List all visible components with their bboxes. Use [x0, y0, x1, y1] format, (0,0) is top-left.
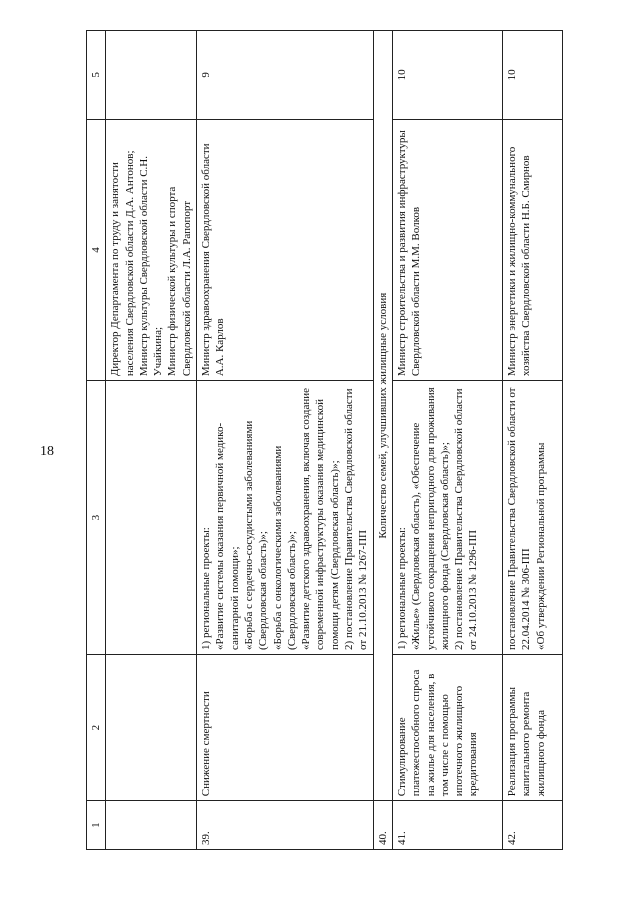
row-num: 39. [197, 801, 374, 850]
row-responsible: Министр здравоохранения Свердловской области А.А. Карлов [197, 119, 374, 380]
header-col-5: 5 [87, 31, 106, 120]
header-col-3: 3 [87, 381, 106, 655]
row-name: Стимулирование платежеспособного спроса на жилье для населения, в том числе с помощью ипотечного жилищного кредитования [392, 654, 502, 800]
page-number: 18 [40, 444, 54, 459]
rotated-table-wrapper [86, 30, 606, 850]
table-row [106, 31, 197, 850]
row-responsible: Министр строительства и развития инфраструктуры Свердловской области М.М. Волков [392, 119, 502, 380]
row-responsible: Директор Департамента по труду и занятости населения Свердловской области Д.А. Антонов; Министр культуры Свердловской области С.Н. Учайкина; Министр физической культуры и спорта Свердловской области Л.А. Рапопорт [106, 119, 197, 380]
row-docs: 1) региональные проекты: «Развитие системы оказания первичной медико-санитарной помощи»; «Борьба с сердечно-сосудистыми заболеваниями (Свердловская область)»; «Борьба с онкологическими заболеваниями (Свердловская область)»; «Развитие детского здравоохранения, включая создание современной инфраструктуры оказания медицинской помощи детям (Свердловская область)»; 2) постановление Правительства Свердловской области от 21.10.2013 № 1267-ПП [197, 381, 374, 655]
header-col-1: 1 [87, 801, 106, 850]
row-value: 10 [502, 31, 562, 120]
row-num: 42. [502, 801, 562, 850]
section-row [373, 31, 392, 850]
header-row [87, 31, 106, 850]
row-value [106, 31, 197, 120]
row-name: Снижение смертности [197, 654, 374, 800]
table-row [502, 31, 562, 850]
section-title: Количество семей, улучшивших жилищные условия [373, 31, 392, 801]
row-responsible: Министр энергетики и жилищно-коммунального хозяйства Свердловской области Н.Б. Смирнов [502, 119, 562, 380]
header-col-4: 4 [87, 119, 106, 380]
row-docs [106, 381, 197, 655]
row-name: Реализация программы капитального ремонта жилищного фонда [502, 654, 562, 800]
row-docs: постановление Правительства Свердловской области от 22.04.2014 № 306-ПП «Об утверждении Региональной программы [502, 381, 562, 655]
measures-table [86, 30, 563, 850]
row-value: 10 [392, 31, 502, 120]
row-num [106, 801, 197, 850]
table-row [392, 31, 502, 850]
row-value: 9 [197, 31, 374, 120]
table-row [197, 31, 374, 850]
row-name [106, 654, 197, 800]
header-col-2: 2 [87, 654, 106, 800]
section-num: 40. [373, 801, 392, 850]
row-docs: 1) региональные проекты: «Жилье» (Свердловская область), «Обеспечение устойчивого сокращения непригодного для проживания жилищного фонда (Свердловская область)»; 2) постановление Правительства Свердловской области от 24.10.2013 № 1296-ПП [392, 381, 502, 655]
row-num: 41. [392, 801, 502, 850]
